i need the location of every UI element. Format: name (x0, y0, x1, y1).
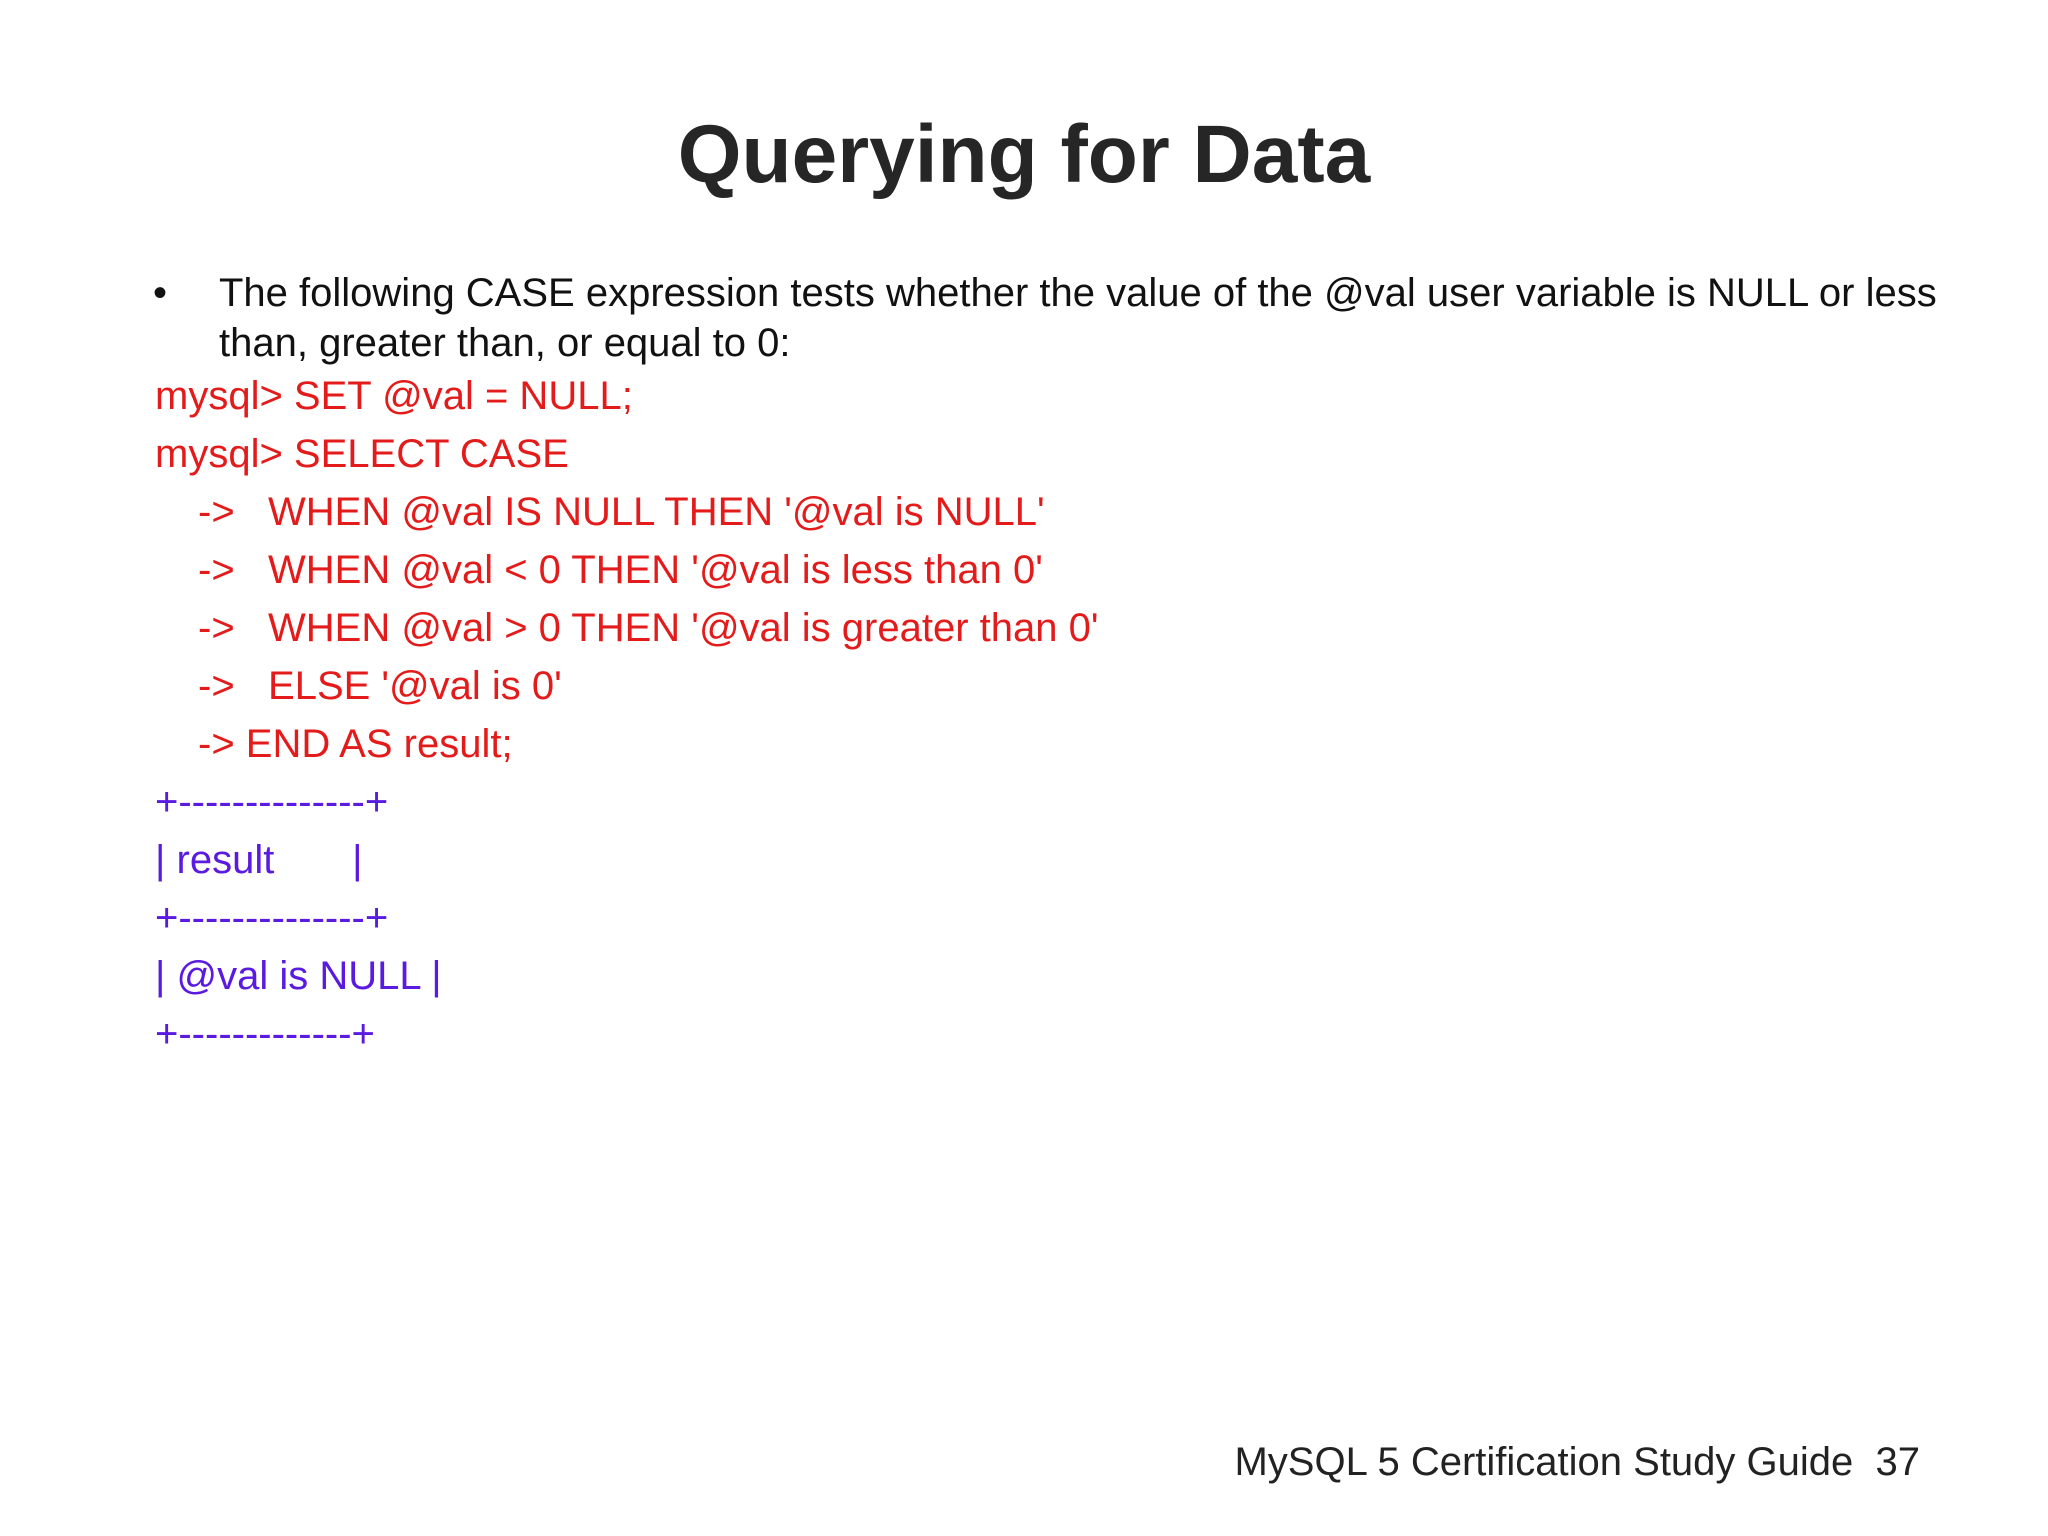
sql-line-when-greater: -> WHEN @val > 0 THEN '@val is greater than 0' (198, 606, 1099, 650)
sql-line-end: -> END AS result; (198, 722, 513, 766)
sql-line-select: mysql> SELECT CASE (155, 432, 569, 476)
sql-line-set: mysql> SET @val = NULL; (155, 374, 633, 418)
sql-line-else: -> ELSE '@val is 0' (198, 664, 562, 708)
bullet-text: The following CASE expression tests whether the value of the @val user variable is NULL or less than, greater than, or equal to 0: (219, 271, 1937, 365)
bullet-item (153, 268, 1973, 368)
sql-line-when-null: -> WHEN @val IS NULL THEN '@val is NULL' (198, 490, 1045, 534)
result-border-bottom: +-------------+ (155, 1012, 375, 1056)
slide-title: Querying for Data (677, 109, 1371, 200)
sql-line-when-less: -> WHEN @val < 0 THEN '@val is less than 0' (198, 548, 1043, 592)
footer-caption: MySQL 5 Certification Study Guide 37 (1234, 1440, 1920, 1484)
result-border-middle: +--------------+ (155, 896, 389, 940)
result-value-row: | @val is NULL | (155, 954, 442, 998)
result-border-top: +--------------+ (155, 780, 389, 824)
result-header-row: | result | (155, 838, 363, 882)
bullet-symbol: • (153, 271, 168, 315)
